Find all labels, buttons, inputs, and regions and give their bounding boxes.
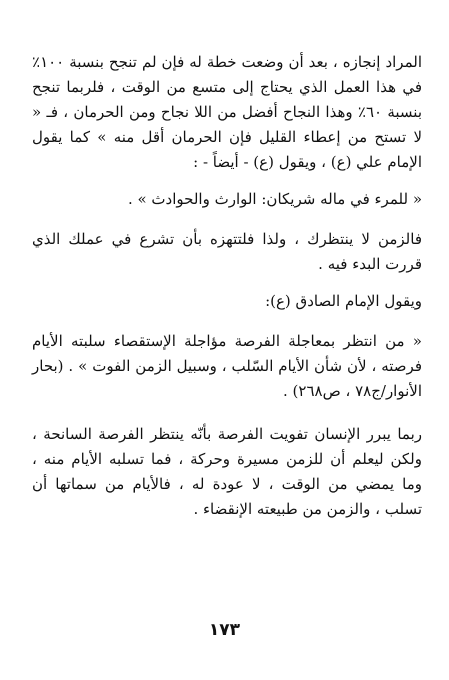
paragraph-conclusion: ربما يبرر الإنسان تفويت الفرصة بأنّه ينتظر الفرصة السانحة ، ولكن ليعلم أن للزمن مسيرة وحركة ، فما تسلبه الأيام منه ، وما يمضي من الوقت ، لا عودة له ، فالأيام من سماتها أن تسلب ، والزمن من طبيعته الإنقضاء . xyxy=(32,425,422,518)
quote-heirs: « للمرء في ماله شريكان: الوارث والحوادث » . xyxy=(127,190,422,208)
page-number: ١٧٣ xyxy=(208,620,241,640)
paragraph-intro: المراد إنجازه ، بعد أن وضعت خطة له فإن لم تنجح بنسبة ١٠٠٪ في هذا العمل الذي يحتاج إلى متسع من الوقت ، فلربما تنجح بنسبة ٦٠٪ وهذا النجاح أفضل من اللا نجاح ومن الحرمان ، فـ « لا تستح من إعطاء القليل فإن الحرمان أقل منه » كما يقول الإمام علي (ع) ، ويقول (ع) - أيضاً - : xyxy=(32,53,422,171)
page-body xyxy=(32,50,422,522)
paragraph-imam-sadiq: ويقول الإمام الصادق (ع): xyxy=(265,292,422,310)
paragraph-time: فالزمن لا ينتظرك ، ولذا فلتتهزه بأن تشرع في عملك الذي قررت البدء فيه . xyxy=(32,230,422,273)
quote-opportunity: « من انتظر بمعاجلة الفرصة مؤاجلة الإستقصاء سلبته الأيام فرصته ، لأن شأن الأيام السّلب ، وسبيل الزمن الفوت » . (بحار الأنوار/ج٧٨ ، ص٢٦٨) . xyxy=(32,332,422,400)
